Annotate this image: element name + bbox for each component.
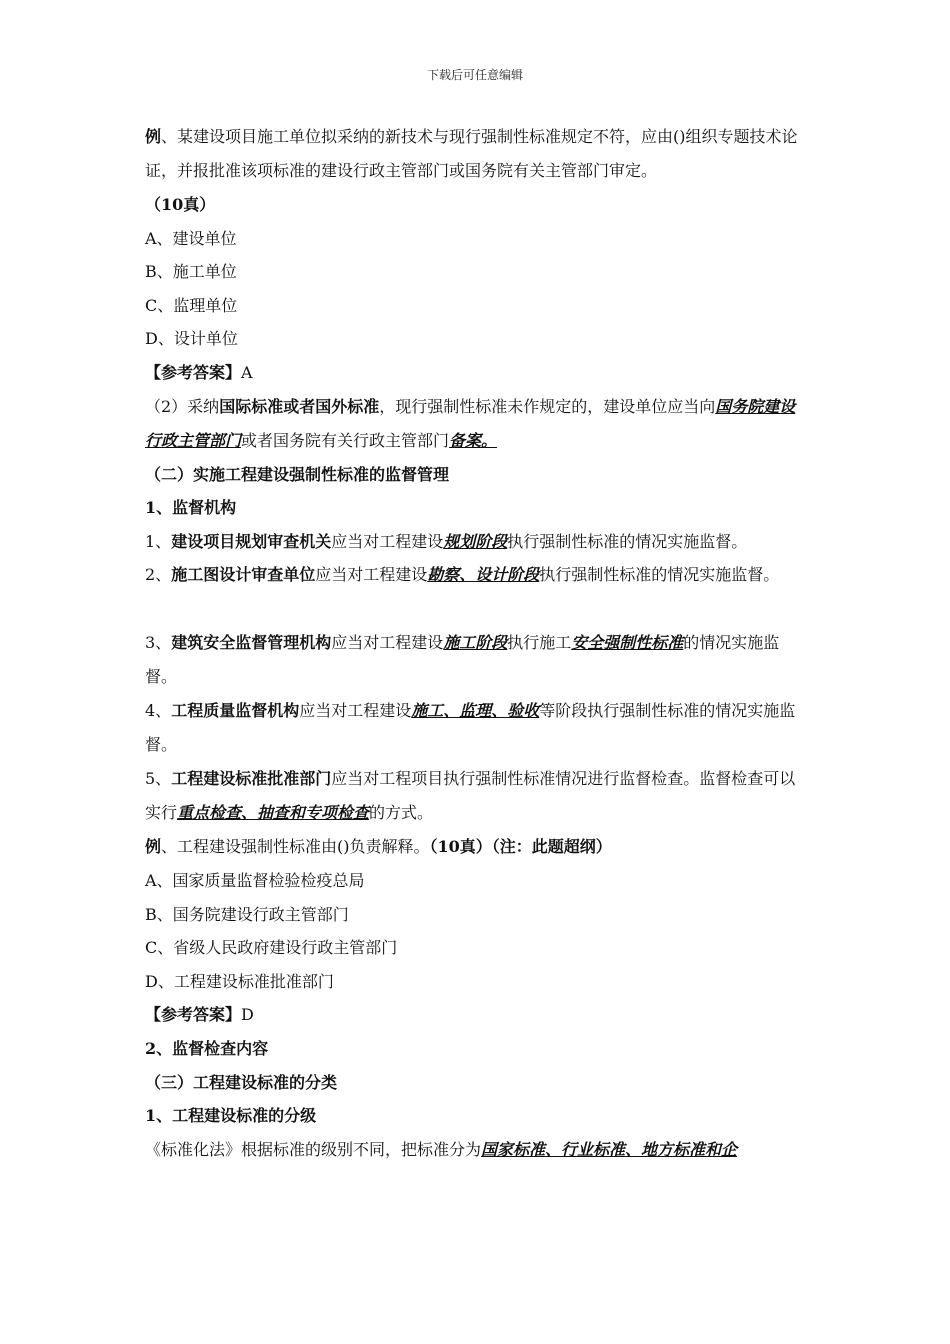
question-2-option-b: B、国务院建设行政主管部门 bbox=[145, 904, 349, 924]
subsection-3-heading: 1、工程建设标准的分级 bbox=[145, 1106, 317, 1126]
item-number: 4、 bbox=[145, 701, 172, 721]
text-run: 应当对工程建设 bbox=[315, 565, 428, 585]
emphasis-run: 备案。 bbox=[449, 430, 498, 450]
text-run: 的情况实施监督。 bbox=[145, 633, 780, 687]
list-item-4 bbox=[145, 694, 810, 762]
item-number: 3、 bbox=[145, 633, 172, 653]
bold-run: 建筑安全监督管理机构 bbox=[171, 633, 332, 653]
question-1-option-c: C、监理单位 bbox=[145, 295, 238, 315]
emphasis-run: 国家标准、行业标准、地方标准和企 bbox=[481, 1139, 738, 1159]
item-number: 1、 bbox=[145, 531, 172, 551]
emphasis-run: 勘察、设计阶段 bbox=[427, 565, 540, 585]
text-run: 执行强制性标准的情况实施监督。 bbox=[507, 531, 748, 551]
question-1-tag: （10真） bbox=[145, 195, 216, 214]
question-2-option-d: D、工程建设标准批准部门 bbox=[145, 971, 334, 991]
text-run: 应当对工程项目执行强制性标准情况进行监督检查。监督检查可以实行 bbox=[145, 769, 796, 823]
emphasis-run: 施工、监理、验收 bbox=[411, 701, 540, 721]
bold-run: 工程建设标准批准部门 bbox=[171, 769, 332, 789]
question-1-answer bbox=[145, 356, 810, 390]
emphasis-run: 施工阶段 bbox=[443, 633, 508, 653]
paragraph-classification bbox=[145, 1133, 810, 1167]
subsection-2-heading: 2、监督检查内容 bbox=[145, 1038, 269, 1058]
list-item-3 bbox=[145, 626, 810, 694]
list-item-2 bbox=[145, 558, 810, 626]
question-2-stem bbox=[145, 830, 810, 864]
text-run: 应当对工程建设 bbox=[331, 633, 444, 653]
text-run: 或者国务院有关行政主管部门 bbox=[241, 430, 450, 450]
subsection-1-heading: 1、监督机构 bbox=[145, 498, 237, 518]
question-1-stem bbox=[145, 120, 810, 188]
answer-label: 【参考答案】 bbox=[145, 362, 242, 382]
text-run: 应当对工程建设 bbox=[331, 531, 444, 551]
example-marker: 例 bbox=[145, 127, 162, 146]
text-run: 等阶段执行强制性标准的情况实施监督。 bbox=[145, 701, 796, 755]
question-2-option-a: A、国家质量监督检验检疫总局 bbox=[145, 870, 365, 890]
example-marker: 例 bbox=[145, 837, 162, 857]
emphasis-run: 规划阶段 bbox=[443, 531, 508, 551]
emphasis-run: 安全强制性标准 bbox=[571, 633, 684, 653]
bold-run: 工程质量监督机构 bbox=[171, 701, 300, 721]
item-number: 5、 bbox=[145, 769, 172, 789]
list-item-1 bbox=[145, 525, 810, 559]
bold-run: 国际标准或者国外标准 bbox=[219, 396, 380, 416]
question-2-answer bbox=[145, 998, 810, 1032]
answer-value: A bbox=[241, 362, 253, 382]
question-2-option-c: C、省级人民政府建设行政主管部门 bbox=[145, 938, 398, 958]
question-2-tag: （10真）（注：此题超纲） bbox=[429, 837, 612, 857]
question-1-option-d: D、设计单位 bbox=[145, 329, 238, 349]
text-run: （2）采纳 bbox=[145, 396, 220, 416]
bold-run: 建设项目规划审查机关 bbox=[171, 531, 332, 551]
bold-run: 施工图设计审查单位 bbox=[171, 565, 316, 585]
document-body bbox=[145, 120, 810, 1166]
item-number: 2、 bbox=[145, 565, 172, 585]
paragraph-filing bbox=[145, 390, 810, 458]
text-run: 执行强制性标准的情况实施监督。 bbox=[539, 565, 780, 585]
text-run: 执行施工 bbox=[507, 633, 572, 653]
text-run: 《标准化法》根据标准的级别不同，把标准分为 bbox=[145, 1139, 482, 1159]
question-2-text: 、工程建设强制性标准由()负责解释。 bbox=[161, 837, 430, 857]
question-1-option-a: A、建设单位 bbox=[145, 228, 237, 248]
question-1-option-b: B、施工单位 bbox=[145, 262, 237, 282]
text-run: ，现行强制性标准未作规定的，建设单位应当向 bbox=[379, 396, 716, 416]
section-3-heading: （三）工程建设标准的分类 bbox=[145, 1072, 338, 1092]
text-run: 的方式。 bbox=[369, 803, 434, 823]
page-header: 下载后可任意编辑 bbox=[426, 68, 523, 82]
emphasis-run: 国务院建设行政主管部门 bbox=[145, 396, 796, 450]
section-2-heading: （二）实施工程建设强制性标准的监督管理 bbox=[145, 464, 450, 484]
list-item-5 bbox=[145, 762, 810, 830]
question-1-text: 、某建设项目施工单位拟采纳的新技术与现行强制性标准规定不符，应由()组织专题技术论证，并报批准该项标准的建设行政主管部门或国务院有关主管部门审定。 bbox=[145, 127, 798, 180]
emphasis-run: 重点检查、抽查和专项检查 bbox=[177, 803, 370, 823]
answer-label: 【参考答案】 bbox=[145, 1005, 242, 1025]
text-run: 应当对工程建设 bbox=[299, 701, 412, 721]
answer-value: D bbox=[241, 1005, 254, 1025]
